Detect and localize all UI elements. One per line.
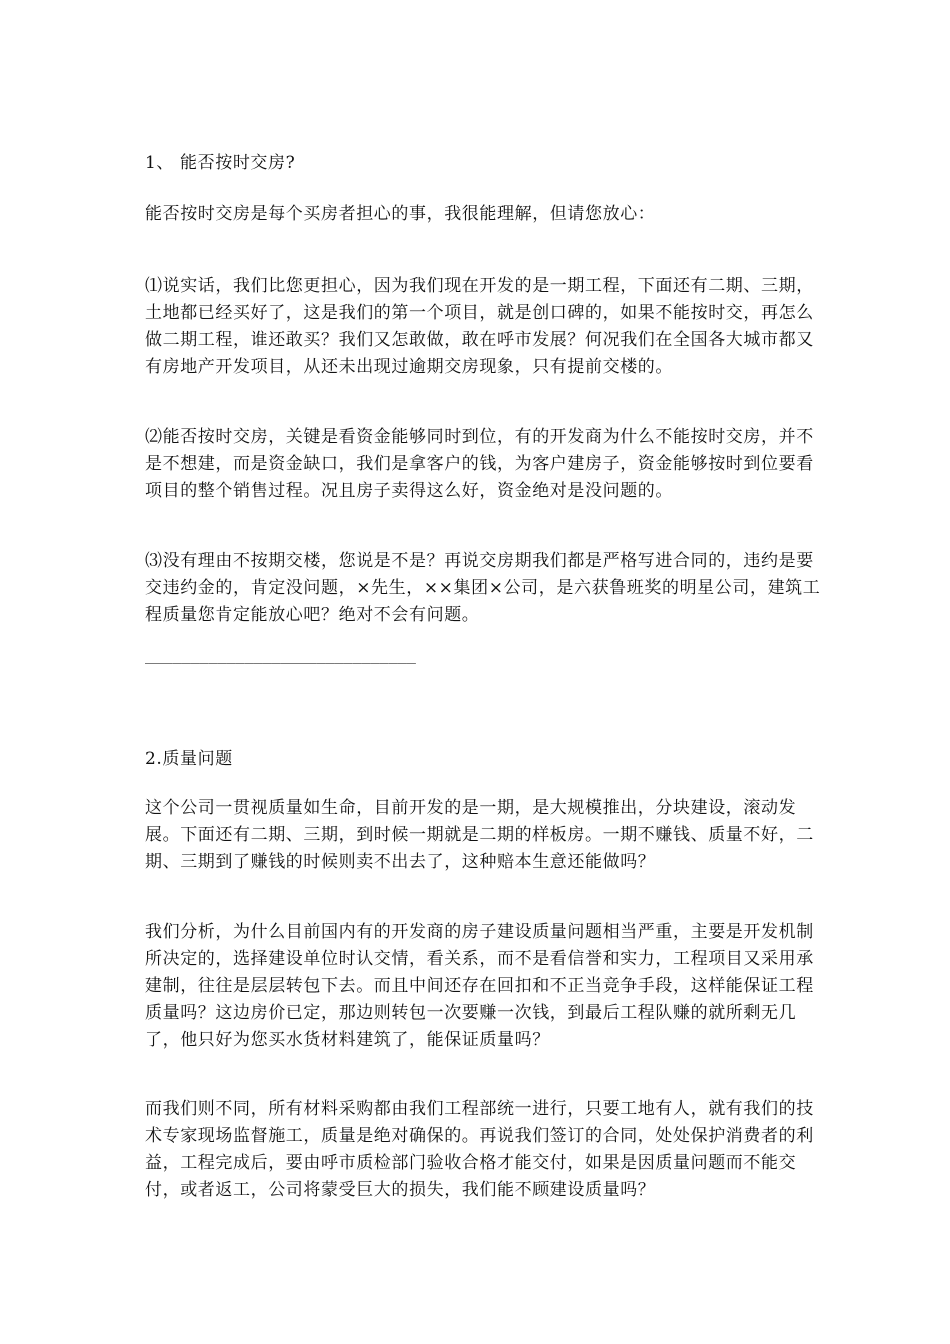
- section-2-heading: 2.质量问题: [145, 749, 233, 769]
- section-divider: ______________________________: [145, 646, 416, 664]
- section-1-heading: 1、 能否按时交房?: [145, 153, 296, 173]
- section-1-point-3: ⑶没有理由不按期交楼，您说是不是？再说交房期我们都是严格写进合同的，违约是要交违约金的，肯定没问题，×先生，××集团×公司，是六获鲁班奖的明星公司，建筑工程质量您肯定能放心吧？绝对不会有问题。: [145, 551, 821, 625]
- section-2-paragraph-1: 这个公司一贯视质量如生命，目前开发的是一期，是大规模推出，分块建设，滚动发展。下面还有二期、三期，到时候一期就是二期的样板房。一期不赚钱、质量不好，二期、三期到了赚钱的时候则卖不出去了，这种赔本生意还能做吗？: [145, 798, 814, 872]
- section-2-paragraph-2: 我们分析，为什么目前国内有的开发商的房子建设质量问题相当严重，主要是开发机制所决定的，选择建设单位时认交情，看关系，而不是看信誉和实力，工程项目又采用承建制，往往是层层转包下去。而且中间还存在回扣和不正当竞争手段，这样能保证工程质量吗？这边房价已定，那边则转包一次要赚一次钱，到最后工程队赚的就所剩无几了，他只好为您买水货材料建筑了，能保证质量吗？: [145, 922, 814, 1050]
- section-1-point-2: ⑵能否按时交房，关键是看资金能够同时到位，有的开发商为什么不能按时交房，并不是不想建，而是资金缺口，我们是拿客户的钱，为客户建房子，资金能够按时到位要看项目的整个销售过程。况且房子卖得这么好，资金绝对是没问题的。: [145, 427, 814, 501]
- section-1-intro: 能否按时交房是每个买房者担心的事，我很能理解，但请您放心：: [145, 204, 656, 224]
- section-1-point-1: ⑴说实话，我们比您更担心，因为我们现在开发的是一期工程，下面还有二期、三期，土地都已经买好了，这是我们的第一个项目，就是创口碑的，如果不能按时交，再怎么做二期工程，谁还敢买？我们又怎敢做，敢在呼市发展？何况我们在全国各大城市都又有房地产开发项目，从还未出现过逾期交房现象，只有提前交楼的。: [145, 276, 814, 377]
- section-2-paragraph-3: 而我们则不同，所有材料采购都由我们工程部统一进行，只要工地有人，就有我们的技术专家现场监督施工，质量是绝对确保的。再说我们签订的合同，处处保护消费者的利益，工程完成后，要由呼市质检部门验收合格才能交付，如果是因质量问题而不能交付，或者返工，公司将蒙受巨大的损失，我们能不顾建设质量吗？: [145, 1099, 814, 1200]
